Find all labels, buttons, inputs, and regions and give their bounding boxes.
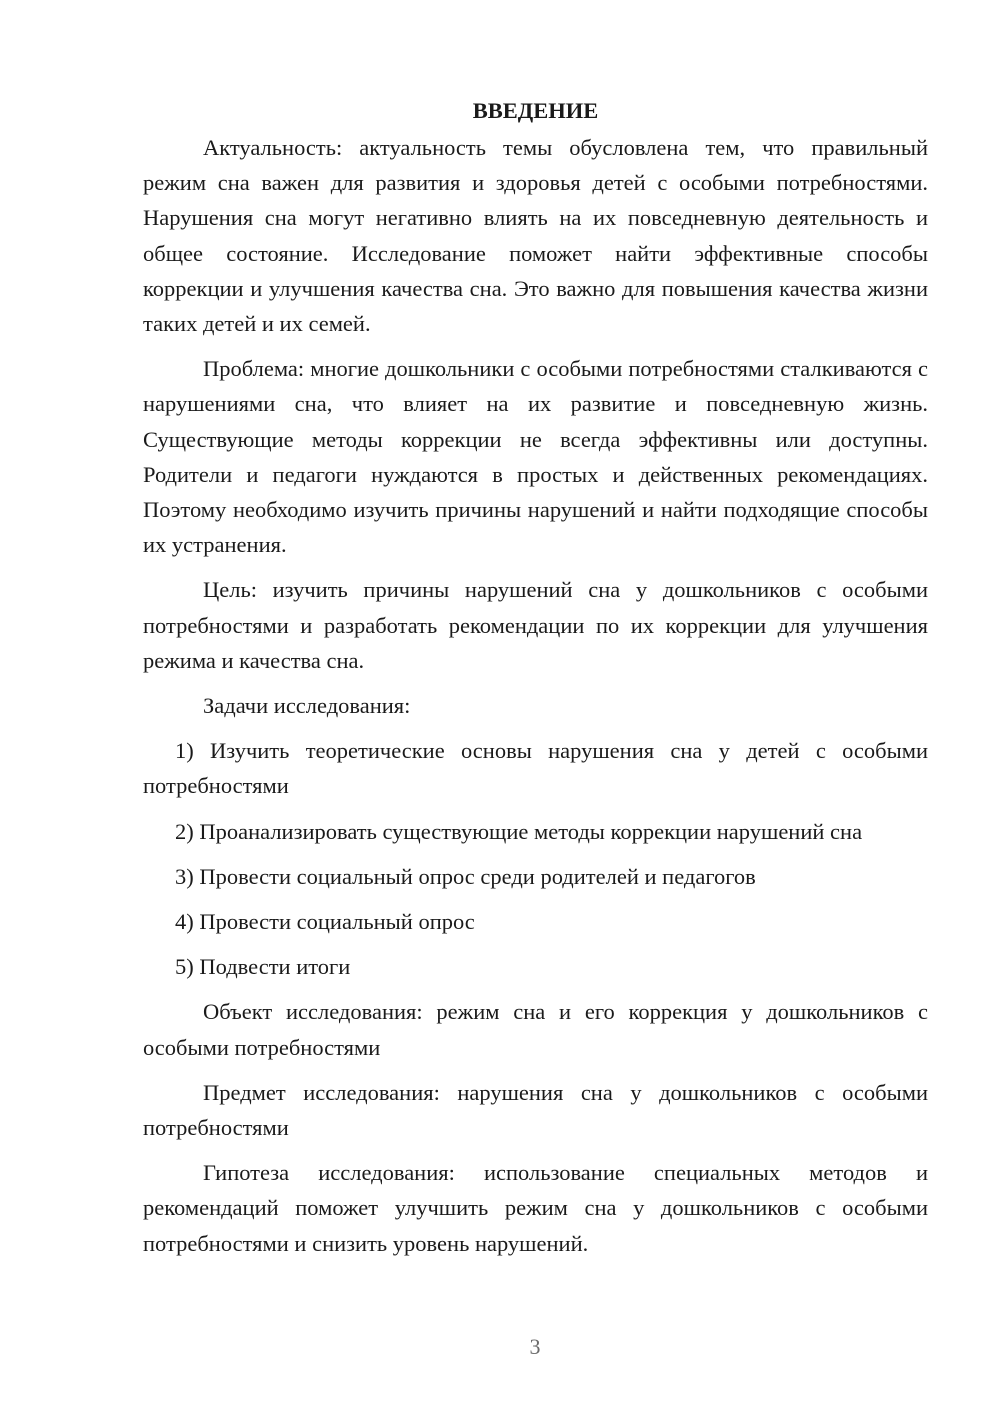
task-item-1: 1) Изучить теоретические основы нарушения сна у детей с особыми потребностями [143,738,928,799]
task-item-5: 5) Подвести итоги [175,954,351,980]
paragraph-tasks-heading: Задачи исследования: [203,693,411,719]
task-item-3: 3) Провести социальный опрос среди родителей и педагогов [175,863,756,889]
document-body [143,93,928,1271]
paragraph-object: Объект исследования: режим сна и его коррекция у дошкольников с особыми потребностями [143,999,928,1060]
paragraph-goal: Цель: изучить причины нарушений сна у дошкольников с особыми потребностями и разработать рекомендации по их коррекции для улучшения режима и качества сна. [143,577,928,673]
paragraph-subject: Предмет исследования: нарушения сна у дошкольников с особыми потребностями [143,1079,928,1141]
paragraph-hypothesis: Гипотеза исследования: использование специальных методов и рекомендаций поможет улучшить режим сна у дошкольников с особыми потребностями и снизить уровень нарушений. [143,1160,928,1256]
section-title: ВВЕДЕНИЕ [472,98,599,123]
paragraph-problem: Проблема: многие дошкольники с особыми потребностями сталкиваются с нарушениями сна, что влияет на их развитие и повседневную жизнь. Существующие методы коррекции не всегда эффективны или доступны. Родители и педагоги нуждаются в простых и действенных рекомендациях. Поэтому необходимо изучить причины нарушений и найти подходящие способы их устранения. [143,356,928,558]
task-item-4: 4) Провести социальный опрос [175,909,475,935]
task-item-2: 2) Проанализировать существующие методы коррекции нарушений сна [175,818,863,844]
paragraph-relevance: Актуальность: актуальность темы обусловлена тем, что правильный режим сна важен для развития и здоровья детей с особыми потребностями. Нарушения сна могут негативно влиять на их повседневную деятельность и общее состояние. Исследование поможет найти эффективные способы коррекции и улучшения качества сна. Это важно для повышения качества жизни таких детей и их семей. [143,135,928,337]
page-number: 3 [529,1334,541,1359]
